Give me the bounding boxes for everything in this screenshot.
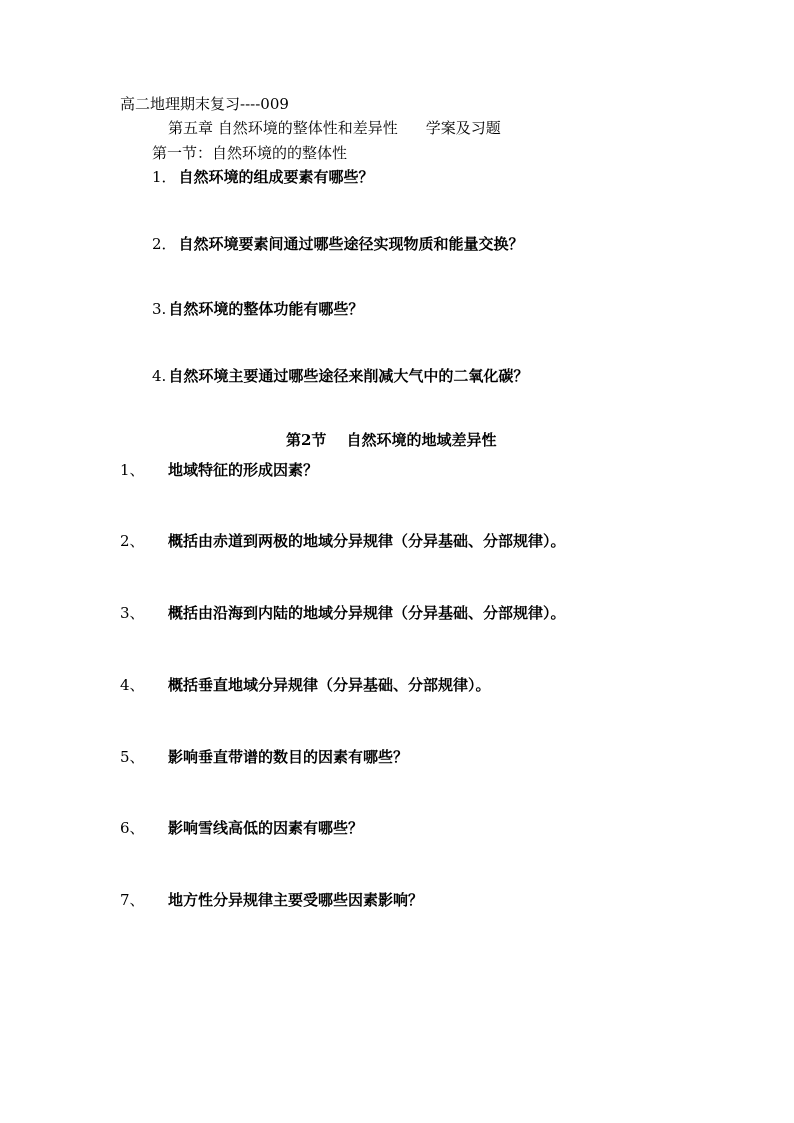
question-text: 概括垂直地域分异规律（分异基础、分部规律）。 bbox=[168, 676, 491, 694]
question-number: 4、 bbox=[120, 676, 145, 694]
document-title: 高二地理期末复习----009 bbox=[120, 95, 289, 113]
section-1-question-1 bbox=[152, 170, 374, 185]
section-2-question-6 bbox=[0, 817, 794, 835]
question-number: 1、 bbox=[120, 461, 145, 479]
question-number: 3、 bbox=[120, 604, 145, 622]
question-number: 2． bbox=[152, 235, 177, 253]
question-number: 7、 bbox=[120, 891, 145, 909]
chapter-subtitle: 学案及习题 bbox=[425, 119, 501, 137]
question-number: 2、 bbox=[120, 532, 145, 550]
section-2-name: 自然环境的地域差异性 bbox=[346, 431, 497, 449]
section-1-question-4 bbox=[152, 369, 528, 384]
question-number: 6、 bbox=[120, 819, 145, 837]
section-1-question-2 bbox=[152, 237, 524, 252]
question-text: 地域特征的形成因素？ bbox=[168, 461, 319, 479]
section-2-number: 第2节 bbox=[286, 431, 327, 449]
section-2-question-4 bbox=[0, 674, 794, 692]
section-1-title: 第一节：自然环境的的整体性 bbox=[152, 144, 348, 162]
section-1-question-3 bbox=[152, 302, 363, 317]
chapter-name: 第五章 自然环境的整体性和差异性 bbox=[168, 119, 398, 137]
question-number: 5、 bbox=[120, 748, 145, 766]
question-text: 自然环境的整体功能有哪些？ bbox=[168, 300, 364, 318]
question-text: 自然环境要素间通过哪些途径实现物质和能量交换？ bbox=[178, 235, 524, 253]
question-number: 3. bbox=[152, 300, 167, 318]
question-text: 影响雪线高低的因素有哪些？ bbox=[168, 819, 364, 837]
section-2-question-7 bbox=[0, 889, 794, 907]
section-2-title bbox=[286, 433, 496, 448]
question-text: 概括由沿海到内陆的地域分异规律（分异基础、分部规律）。 bbox=[168, 604, 566, 622]
question-text: 自然环境的组成要素有哪些？ bbox=[178, 168, 374, 186]
question-number: 1． bbox=[152, 168, 177, 186]
section-2-question-5 bbox=[0, 746, 794, 764]
section-2-question-2 bbox=[0, 530, 794, 548]
chapter-title bbox=[168, 121, 501, 136]
question-text: 概括由赤道到两极的地域分异规律（分异基础、分部规律）。 bbox=[168, 532, 566, 550]
question-number: 4. bbox=[152, 367, 167, 385]
question-text: 影响垂直带谱的数目的因素有哪些？ bbox=[168, 748, 409, 766]
section-2-question-3 bbox=[0, 602, 794, 620]
question-text: 自然环境主要通过哪些途径来削减大气中的二氧化碳？ bbox=[168, 367, 529, 385]
question-text: 地方性分异规律主要受哪些因素影响？ bbox=[168, 891, 424, 909]
section-2-question-1 bbox=[0, 459, 794, 477]
